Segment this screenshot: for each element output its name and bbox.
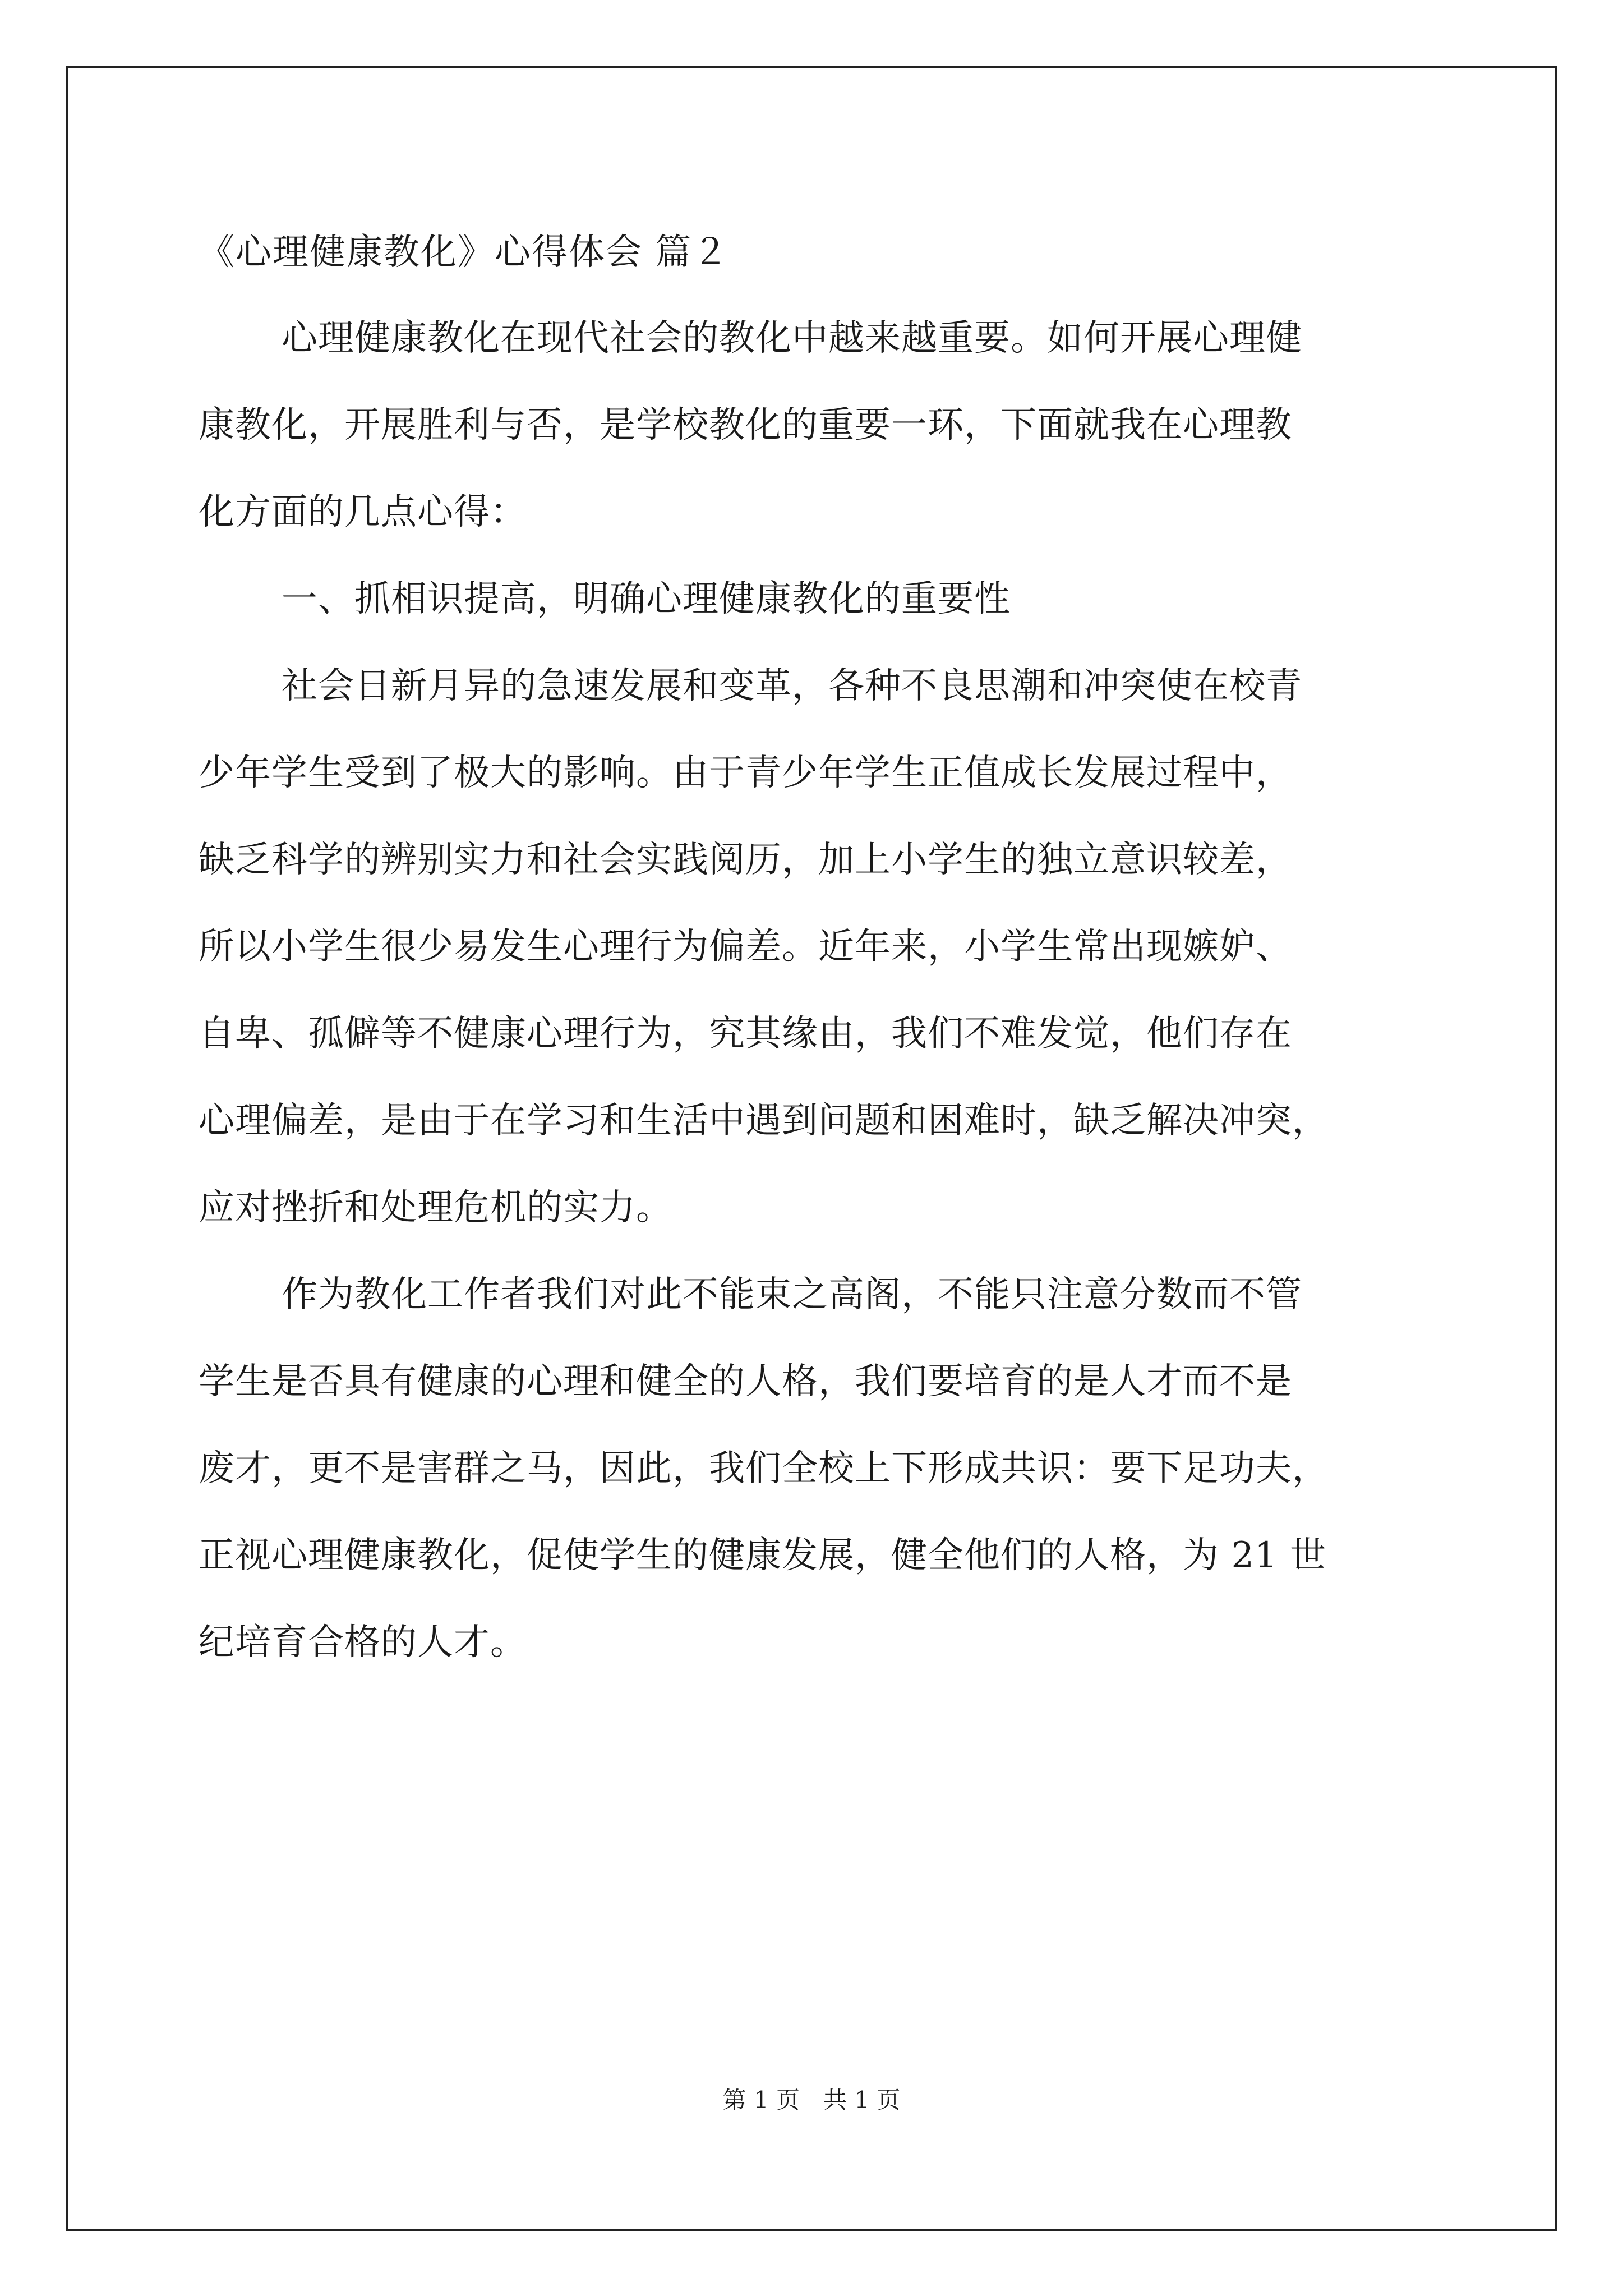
text-line: 少年学生受到了极大的影响。由于青少年学生正值成长发展过程中， (199, 752, 1292, 794)
text-line: 应对挫折和处理危机的实力。 (199, 1187, 672, 1228)
paragraph-body (199, 1251, 1432, 1686)
text-line: 化方面的几点心得： (199, 491, 527, 533)
document-body (199, 213, 1432, 1686)
text-line: 一、抓相识提高，明确心理健康教化的重要性 (282, 578, 1011, 620)
text-line: 自卑、孤僻等不健康心理行为，究其缘由，我们不难发觉，他们存在 (199, 1013, 1292, 1055)
text-line: 纪培育合格的人才。 (199, 1622, 527, 1663)
text-line: 社会日新月异的急速发展和变革，各种不良思潮和冲突使在校青 (282, 665, 1302, 707)
page-number: 第 1 页 共 1 页 (722, 2086, 901, 2114)
text-line: 作为教化工作者我们对此不能束之高阁，不能只注意分数而不管 (282, 1274, 1302, 1315)
paragraph-intro (199, 295, 1432, 556)
paragraph-body (199, 643, 1432, 1251)
text-line: 心理偏差，是由于在学习和生活中遇到问题和困难时，缺乏解决冲突， (199, 1100, 1329, 1142)
text-line: 学生是否具有健康的心理和健全的人格，我们要培育的是人才而不是 (199, 1361, 1292, 1402)
page-footer (0, 2083, 1623, 2117)
text-line: 缺乏科学的辨别实力和社会实践阅历，加上小学生的独立意识较差， (199, 839, 1292, 881)
text-line: 废才，更不是害群之马，因此，我们全校上下形成共识：要下足功夫， (199, 1448, 1329, 1489)
text-line: 所以小学生很少易发生心理行为偏差。近年来，小学生常出现嫉妒、 (199, 926, 1292, 968)
document-title: 《心理健康教化》心得体会 篇２ (199, 232, 730, 273)
section-heading (199, 556, 1432, 643)
text-line: 心理健康教化在现代社会的教化中越来越重要。如何开展心理健 (282, 318, 1302, 359)
text-line: 正视心理健康教化，促使学生的健康发展，健全他们的人格，为 21 世 (199, 1535, 1327, 1576)
text-line: 康教化，开展胜利与否，是学校教化的重要一环，下面就我在心理教 (199, 404, 1292, 446)
